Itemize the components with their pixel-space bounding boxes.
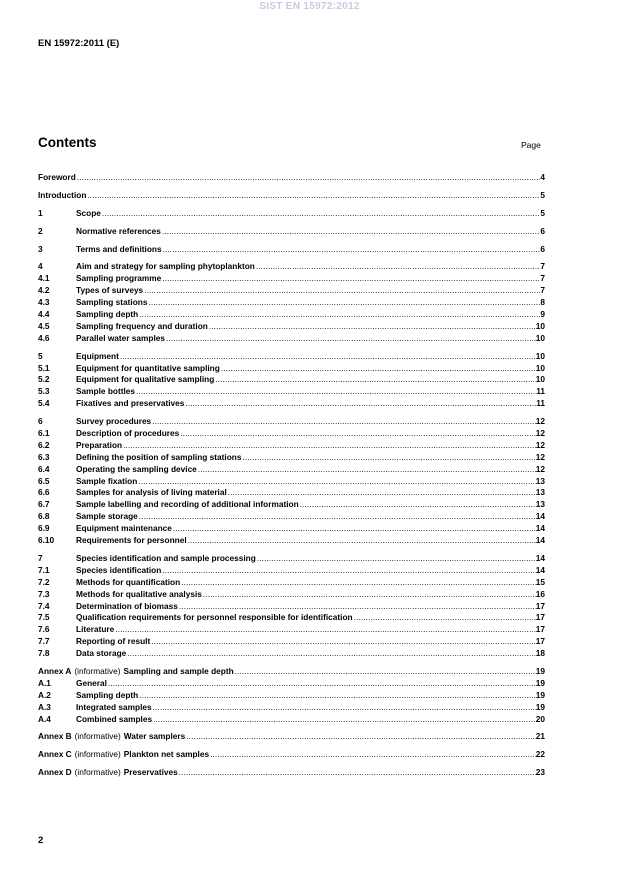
toc-dot-leader — [221, 363, 536, 375]
toc-entry[interactable] — [38, 535, 545, 547]
toc-dot-leader — [138, 476, 535, 488]
toc-annex-type: (informative) — [74, 749, 121, 760]
toc-entry-title: Species identification and sample processing — [76, 552, 256, 563]
toc-entry-page: 16 — [535, 588, 545, 599]
toc-entry[interactable] — [38, 553, 545, 565]
toc-dot-leader — [215, 374, 535, 386]
toc-entry-number: 7.8 — [38, 648, 50, 659]
toc-dot-leader — [136, 386, 536, 398]
toc-entry[interactable] — [38, 273, 545, 285]
page-column-label: Page — [521, 140, 541, 150]
toc-entry-title: Description of procedures — [76, 428, 180, 439]
toc-entry[interactable] — [38, 601, 545, 613]
toc-dot-leader — [144, 285, 540, 297]
toc-dot-leader — [115, 624, 535, 636]
toc-entry[interactable] — [38, 666, 545, 678]
toc-entry[interactable] — [38, 767, 545, 779]
toc-entry-title: Sampling and sample depth — [123, 665, 234, 676]
toc-entry-page: 23 — [535, 767, 545, 778]
toc-entry-title: Sampling programme — [76, 273, 162, 284]
toc-entry-page: 14 — [535, 523, 545, 534]
toc-entry-page: 12 — [535, 416, 545, 427]
toc-entry[interactable] — [38, 416, 545, 428]
toc-entry-page: 5 — [540, 189, 545, 200]
toc-dot-leader — [123, 440, 536, 452]
toc-entry-title: Terms and definitions — [76, 243, 162, 254]
toc-entry-number: 6.3 — [38, 451, 50, 462]
toc-dot-leader — [153, 702, 536, 714]
toc-entry-title: Operating the sampling device — [76, 463, 197, 474]
toc-group — [38, 226, 545, 238]
toc-entry-number: 4.6 — [38, 332, 50, 343]
toc-annex-type: (informative) — [74, 767, 121, 778]
toc-entry-page: 7 — [540, 273, 545, 284]
toc-entry-title: Types of surveys — [76, 285, 144, 296]
toc-entry[interactable] — [38, 749, 545, 761]
toc-dot-leader — [127, 648, 536, 660]
toc-entry[interactable] — [38, 523, 545, 535]
toc-entry-title: Sampling stations — [76, 297, 148, 308]
toc-entry[interactable] — [38, 702, 545, 714]
toc-dot-leader — [152, 416, 536, 428]
toc-entry-title: Sampling depth — [76, 689, 139, 700]
toc-entry-title: Methods for quantification — [76, 576, 181, 587]
toc-entry-number: 5.4 — [38, 398, 50, 409]
toc-group — [38, 261, 545, 344]
toc-entry-number: 4.2 — [38, 285, 50, 296]
toc-dot-leader — [256, 261, 541, 273]
toc-entry-title: Defining the position of sampling stations — [76, 451, 242, 462]
toc-group — [38, 666, 545, 725]
toc-dot-leader — [120, 351, 536, 363]
page-number: 2 — [38, 835, 44, 846]
toc-dot-leader — [179, 601, 536, 613]
watermark: SIST EN 15972:2012 — [259, 1, 360, 12]
toc-annex-type: (informative) — [74, 665, 121, 676]
toc-group — [38, 767, 545, 779]
toc-dot-leader — [87, 190, 540, 202]
toc-entry[interactable] — [38, 452, 545, 464]
toc-entry-number: 5.2 — [38, 374, 50, 385]
toc-dot-leader — [209, 321, 536, 333]
toc-entry-page: 12 — [535, 439, 545, 450]
toc-entry-page: 22 — [535, 749, 545, 760]
toc-dot-leader — [163, 244, 541, 256]
toc-entry-number: 4 — [38, 261, 43, 272]
toc-entry-title: Samples for analysis of living material — [76, 487, 227, 498]
toc-entry-page: 12 — [535, 451, 545, 462]
toc-entry-page: 19 — [535, 665, 545, 676]
toc-entry-title: Equipment maintenance — [76, 523, 172, 534]
toc-entry[interactable] — [38, 624, 545, 636]
toc-entry-title: Equipment for qualitative sampling — [76, 374, 215, 385]
toc-entry-title: Sampling depth — [76, 309, 139, 320]
toc-entry-title: Integrated samples — [76, 701, 152, 712]
toc-entry-page: 5 — [540, 207, 545, 218]
toc-entry-number: 7.5 — [38, 612, 50, 623]
toc-entry[interactable] — [38, 476, 545, 488]
toc-annex-label: Annex C — [38, 749, 72, 760]
toc-entry-page: 18 — [535, 648, 545, 659]
toc-dot-leader — [186, 731, 536, 743]
toc-entry[interactable] — [38, 690, 545, 702]
toc-annex-label: Annex A — [38, 665, 72, 676]
toc-dot-leader — [108, 678, 536, 690]
toc-entry[interactable] — [38, 321, 545, 333]
toc-dot-leader — [151, 636, 536, 648]
toc-dot-leader — [180, 428, 535, 440]
toc-entry[interactable] — [38, 589, 545, 601]
toc-entry[interactable] — [38, 172, 545, 184]
toc-entry-page: 19 — [535, 689, 545, 700]
toc-entry[interactable] — [38, 386, 545, 398]
toc-entry[interactable] — [38, 440, 545, 452]
toc-entry-number: 7.6 — [38, 624, 50, 635]
toc-entry-title: Sample labelling and recording of additional information — [76, 499, 299, 510]
toc-entry-number: 6.6 — [38, 487, 50, 498]
toc-group — [38, 351, 545, 410]
toc-entry-page: 21 — [535, 731, 545, 742]
toc-entry[interactable] — [38, 636, 545, 648]
toc-entry-title: Water samplers — [123, 731, 186, 742]
toc-entry-page: 9 — [540, 309, 545, 320]
toc-entry-title: Sampling frequency and duration — [76, 320, 208, 331]
toc-entry[interactable] — [38, 285, 545, 297]
toc-entry[interactable] — [38, 731, 545, 743]
toc-entry-page: 8 — [540, 297, 545, 308]
toc-entry-title: Reporting of result — [76, 636, 151, 647]
toc-entry-title: Fixatives and preservatives — [76, 398, 185, 409]
toc-entry[interactable] — [38, 363, 545, 375]
toc-entry-page: 17 — [535, 636, 545, 647]
toc-entry[interactable] — [38, 714, 545, 726]
toc-entry-page: 19 — [535, 701, 545, 712]
toc-entry-page: 7 — [540, 261, 545, 272]
table-of-contents — [38, 172, 545, 785]
toc-entry-page: 19 — [535, 677, 545, 688]
toc-dot-leader — [162, 226, 541, 238]
toc-entry-title: Equipment — [76, 350, 119, 361]
toc-entry[interactable] — [38, 428, 545, 440]
document-id: EN 15972:2011 (E) — [38, 38, 120, 49]
toc-entry-title: Sample storage — [76, 511, 138, 522]
toc-dot-leader — [257, 553, 536, 565]
toc-entry-title: Equipment for quantitative sampling — [76, 362, 220, 373]
toc-group — [38, 208, 545, 220]
toc-entry-page: 20 — [535, 713, 545, 724]
toc-entry-title: Methods for qualitative analysis — [76, 588, 202, 599]
toc-group — [38, 244, 545, 256]
toc-entry-number: 4.3 — [38, 297, 50, 308]
toc-entry-number: 6.9 — [38, 523, 50, 534]
toc-entry-number: 6.8 — [38, 511, 50, 522]
toc-dot-leader — [210, 749, 536, 761]
toc-group — [38, 172, 545, 184]
toc-entry-title: Parallel water samples — [76, 332, 166, 343]
toc-annex-label: Annex B — [38, 731, 72, 742]
toc-dot-leader — [77, 172, 541, 184]
toc-entry[interactable] — [38, 297, 545, 309]
toc-entry-page: 17 — [535, 624, 545, 635]
toc-entry-page: 10 — [535, 332, 545, 343]
toc-dot-leader — [162, 273, 540, 285]
toc-entry-title: Survey procedures — [76, 416, 152, 427]
toc-entry-title: Aim and strategy for sampling phytoplankton — [76, 261, 255, 272]
toc-entry[interactable] — [38, 487, 545, 499]
toc-entry-page: 10 — [535, 320, 545, 331]
toc-entry-page: 10 — [535, 362, 545, 373]
toc-entry-page: 14 — [535, 511, 545, 522]
toc-entry[interactable] — [38, 612, 545, 624]
toc-entry-number: 6 — [38, 416, 43, 427]
toc-entry[interactable] — [38, 577, 545, 589]
toc-entry-number: 5.3 — [38, 386, 50, 397]
toc-entry[interactable] — [38, 261, 545, 273]
toc-entry[interactable] — [38, 648, 545, 660]
toc-entry-number: 4.4 — [38, 309, 50, 320]
toc-entry-number: 7.2 — [38, 576, 50, 587]
toc-entry[interactable] — [38, 333, 545, 345]
toc-entry-page: 11 — [536, 386, 545, 397]
toc-dot-leader — [242, 452, 535, 464]
toc-dot-leader — [153, 714, 536, 726]
toc-entry[interactable] — [38, 374, 545, 386]
toc-entry-title: Preservatives — [123, 767, 178, 778]
toc-dot-leader — [188, 535, 536, 547]
toc-group — [38, 731, 545, 743]
toc-dot-leader — [300, 499, 536, 511]
toc-entry-page: 7 — [540, 285, 545, 296]
toc-entry-page: 17 — [535, 612, 545, 623]
toc-entry[interactable] — [38, 511, 545, 523]
toc-entry-page: 15 — [535, 576, 545, 587]
toc-dot-leader — [181, 577, 536, 589]
toc-entry-page: 14 — [535, 535, 545, 546]
toc-entry-number: 7.1 — [38, 564, 50, 575]
toc-dot-leader — [198, 464, 536, 476]
toc-entry-number: A.3 — [38, 701, 51, 712]
toc-group — [38, 416, 545, 547]
toc-entry-title: Plankton net samples — [123, 749, 210, 760]
toc-entry-page: 13 — [535, 475, 545, 486]
toc-entry-number: 7 — [38, 552, 43, 563]
toc-entry-title: Species identification — [76, 564, 162, 575]
toc-entry[interactable] — [38, 565, 545, 577]
toc-annex-type: (informative) — [74, 731, 121, 742]
toc-entry[interactable] — [38, 208, 545, 220]
toc-entry-title: Preparation — [76, 439, 123, 450]
toc-entry-title: Sample bottles — [76, 386, 136, 397]
toc-dot-leader — [102, 208, 540, 220]
toc-dot-leader — [179, 767, 536, 779]
toc-entry-number: A.1 — [38, 677, 51, 688]
toc-entry-page: 13 — [535, 487, 545, 498]
toc-dot-leader — [162, 565, 535, 577]
toc-entry-page: 6 — [540, 243, 545, 254]
toc-entry-number: 4.5 — [38, 320, 50, 331]
toc-dot-leader — [148, 297, 540, 309]
toc-entry[interactable] — [38, 464, 545, 476]
toc-entry-number: 7.7 — [38, 636, 50, 647]
toc-group — [38, 749, 545, 761]
toc-entry-page: 10 — [535, 350, 545, 361]
toc-entry[interactable] — [38, 309, 545, 321]
toc-entry-number: 6.1 — [38, 428, 50, 439]
toc-entry[interactable] — [38, 678, 545, 690]
toc-entry-number: A.2 — [38, 689, 51, 700]
toc-entry-title: General — [76, 677, 107, 688]
toc-entry-page: 4 — [540, 172, 545, 182]
toc-entry-title: Data storage — [76, 648, 127, 659]
toc-entry-number: 7.4 — [38, 600, 50, 611]
toc-dot-leader — [228, 487, 536, 499]
toc-entry[interactable] — [38, 398, 545, 410]
toc-entry-page: 17 — [535, 600, 545, 611]
toc-entry-title: Determination of biomass — [76, 600, 178, 611]
toc-dot-leader — [185, 398, 536, 410]
toc-entry[interactable] — [38, 226, 545, 238]
toc-entry-title: Normative references — [76, 225, 161, 236]
toc-entry-number: 4.1 — [38, 273, 50, 284]
toc-entry[interactable] — [38, 244, 545, 256]
toc-entry-number: 5 — [38, 350, 43, 361]
toc-dot-leader — [139, 690, 536, 702]
toc-entry[interactable] — [38, 351, 545, 363]
toc-entry-page: 12 — [535, 428, 545, 439]
toc-entry-title: Scope — [76, 207, 101, 218]
toc-entry[interactable] — [38, 190, 545, 202]
toc-entry-page: 14 — [535, 552, 545, 563]
toc-entry-page: 14 — [535, 564, 545, 575]
toc-entry-title: Requirements for personnel — [76, 535, 187, 546]
toc-entry-number: 6.7 — [38, 499, 50, 510]
toc-annex-label: Annex D — [38, 767, 72, 778]
toc-entry-title: Literature — [76, 624, 115, 635]
toc-entry-number: 6.2 — [38, 439, 50, 450]
toc-entry-title: Qualification requirements for personnel responsible for identification — [76, 612, 353, 623]
toc-entry-number: A.4 — [38, 713, 51, 724]
toc-entry-number: 2 — [38, 225, 43, 236]
toc-dot-leader — [235, 666, 536, 678]
toc-dot-leader — [139, 309, 540, 321]
toc-dot-leader — [354, 612, 536, 624]
toc-entry[interactable] — [38, 499, 545, 511]
toc-dot-leader — [166, 333, 536, 345]
toc-entry-number: 1 — [38, 207, 43, 218]
toc-dot-leader — [173, 523, 536, 535]
toc-group — [38, 553, 545, 660]
toc-entry-title: Introduction — [38, 189, 87, 200]
toc-entry-number: 7.3 — [38, 588, 50, 599]
toc-entry-title: Foreword — [38, 172, 76, 182]
toc-entry-number: 3 — [38, 243, 43, 254]
toc-entry-page: 12 — [535, 463, 545, 474]
toc-entry-number: 6.5 — [38, 475, 50, 486]
toc-entry-title: Sample fixation — [76, 475, 138, 486]
toc-entry-page: 11 — [536, 398, 545, 409]
toc-entry-number: 5.1 — [38, 362, 50, 373]
contents-title: Contents — [38, 135, 97, 150]
toc-dot-leader — [139, 511, 536, 523]
toc-entry-page: 13 — [535, 499, 545, 510]
toc-group — [38, 190, 545, 202]
toc-entry-page: 10 — [535, 374, 545, 385]
toc-dot-leader — [203, 589, 536, 601]
toc-entry-number: 6.10 — [38, 535, 55, 546]
toc-entry-page: 6 — [540, 225, 545, 236]
toc-entry-title: Combined samples — [76, 713, 153, 724]
toc-entry-number: 6.4 — [38, 463, 50, 474]
